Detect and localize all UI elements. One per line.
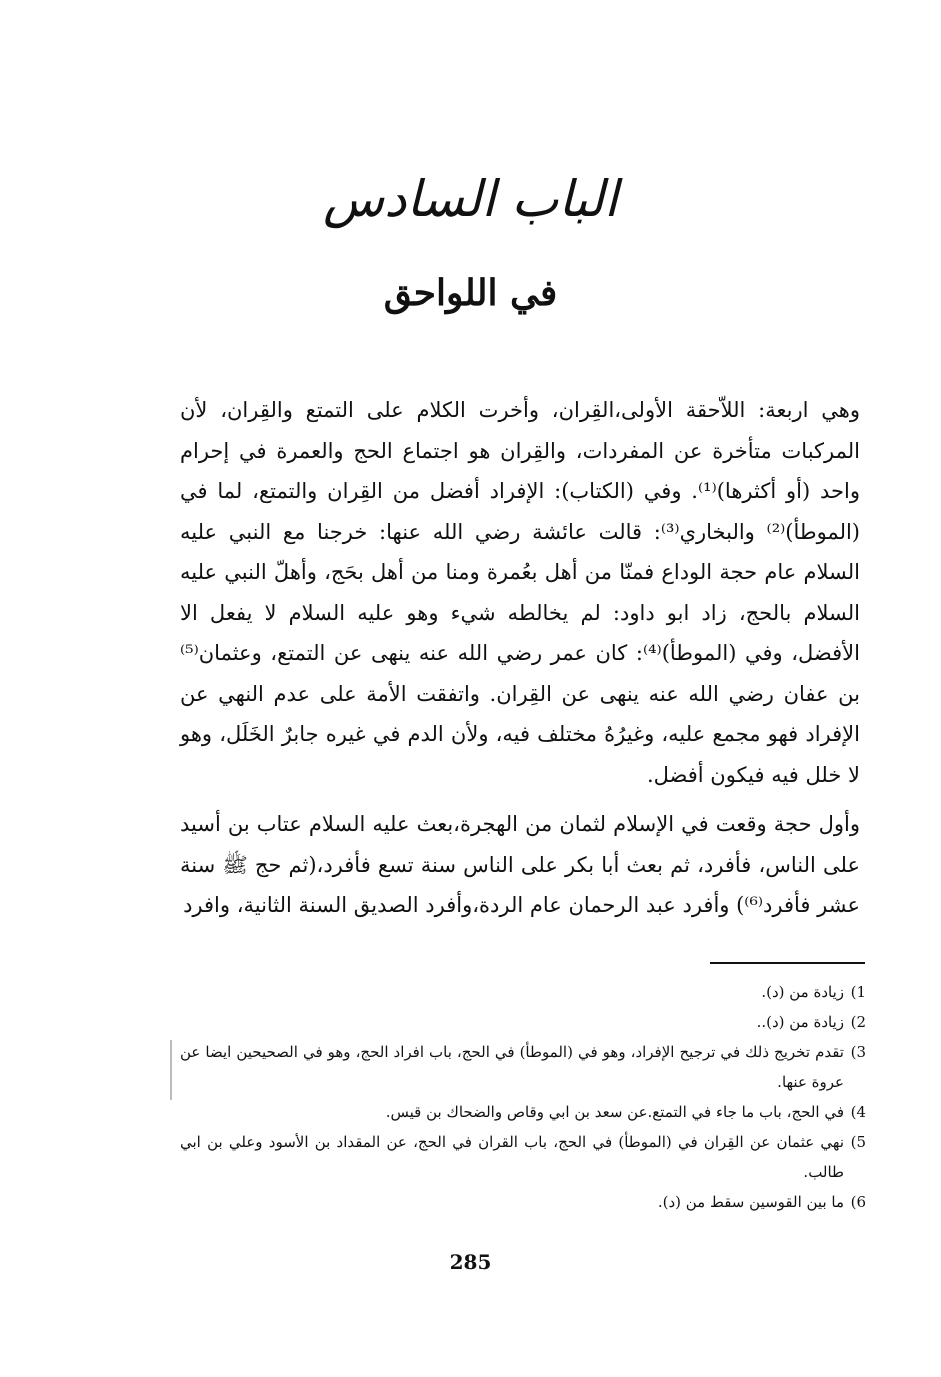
- chapter-title: الباب السادس: [323, 170, 618, 228]
- footnote-text: زيادة من (د)..: [756, 1013, 844, 1031]
- footnote-text: زيادة من (د).: [761, 983, 844, 1001]
- footnote: [180, 1007, 866, 1037]
- page-number: 285: [449, 1250, 492, 1274]
- main-text: [180, 390, 860, 926]
- footnote-text: ما بين القوسين سقط من (د).: [657, 1193, 844, 1211]
- footnote-text: تقدم تخريج ذلك في ترجيح الإفراد، وهو في (الموطأ) في الحج، باب افراد الحج، وهو في الصحيحين ايضا عن عروة عنها.: [180, 1043, 844, 1091]
- footnote-separator: [710, 962, 865, 964]
- footnote: [180, 1097, 866, 1127]
- footnote-number: 5): [850, 1133, 866, 1151]
- footnote: [180, 1127, 866, 1187]
- footnote-number: 4): [850, 1103, 866, 1121]
- footnote-text: في الحج، باب ما جاء في التمتع.عن سعد بن ابي وقاص والضحاك بن قيس.: [385, 1103, 844, 1121]
- footnote: [180, 977, 866, 1007]
- footnote: [180, 1037, 866, 1097]
- section-title: في اللواحق: [383, 272, 558, 314]
- paragraph-2: وأول حجة وقعت في الإسلام لثمان من الهجرة،بعث عليه السلام عتاب بن أسيد على الناس، فأفرد، ثم بعث أبا بكر على الناس سنة تسع فأفرد،(ثم حج ﷺ سنة عشر فأفرد⁽⁶⁾) وأفرد عبد الرحمان عام الردة،وأفرد الصديق السنة الثانية، وافرد: [180, 812, 860, 917]
- footnote-number: 6): [850, 1193, 866, 1211]
- footnote-text: نهي عثمان عن القِران في (الموطأ) في الحج، باب القران في الحج، عن المقداد بن الأسود وعلي بن ابي طالب.: [180, 1133, 844, 1181]
- footnote: [180, 1187, 866, 1217]
- footnote-number: 3): [850, 1043, 866, 1061]
- margin-mark: [170, 1040, 172, 1100]
- footnote-number: 1): [850, 983, 866, 1001]
- footnotes: [180, 977, 866, 1217]
- paragraph-1: وهي اربعة: اللاّحقة الأولى،القِران، وأخرت الكلام على التمتع والقِران، لأن المركبات متأخرة عن المفردات، والقِران هو اجتماع الحج والعمرة في إحرام واحد (أو أكثرها)⁽¹⁾. وفي (الكتاب): الإفراد أفضل من القِران والتمتع، لما في (الموطأ)⁽²⁾ والبخاري⁽³⁾: قالت عائشة رضي الله عنها: خرجنا مع النبي عليه السلام عام حجة الوداع فمنّا من أهل بعُمرة ومنا من أهل بحَج، وأهلّ النبي عليه السلام بالحج، زاد ابو داود: لم يخالطه شيء وهو عليه السلام لا يفعل الا الأفضل، وفي (الموطأ)⁽⁴⁾: كان عمر رضي الله عنه ينهى عن التمتع، وعثمان⁽⁵⁾ بن عفان رضي الله عنه ينهى عن القِران. واتفقت الأمة على عدم النهي عن الإفراد فهو مجمع عليه، وغيرُهُ مختلف فيه، ولأن الدم في غيره جابرٌ الخَلَل، وهو لا خلل فيه فيكون أفضل.: [180, 398, 861, 787]
- footnote-number: 2): [850, 1013, 866, 1031]
